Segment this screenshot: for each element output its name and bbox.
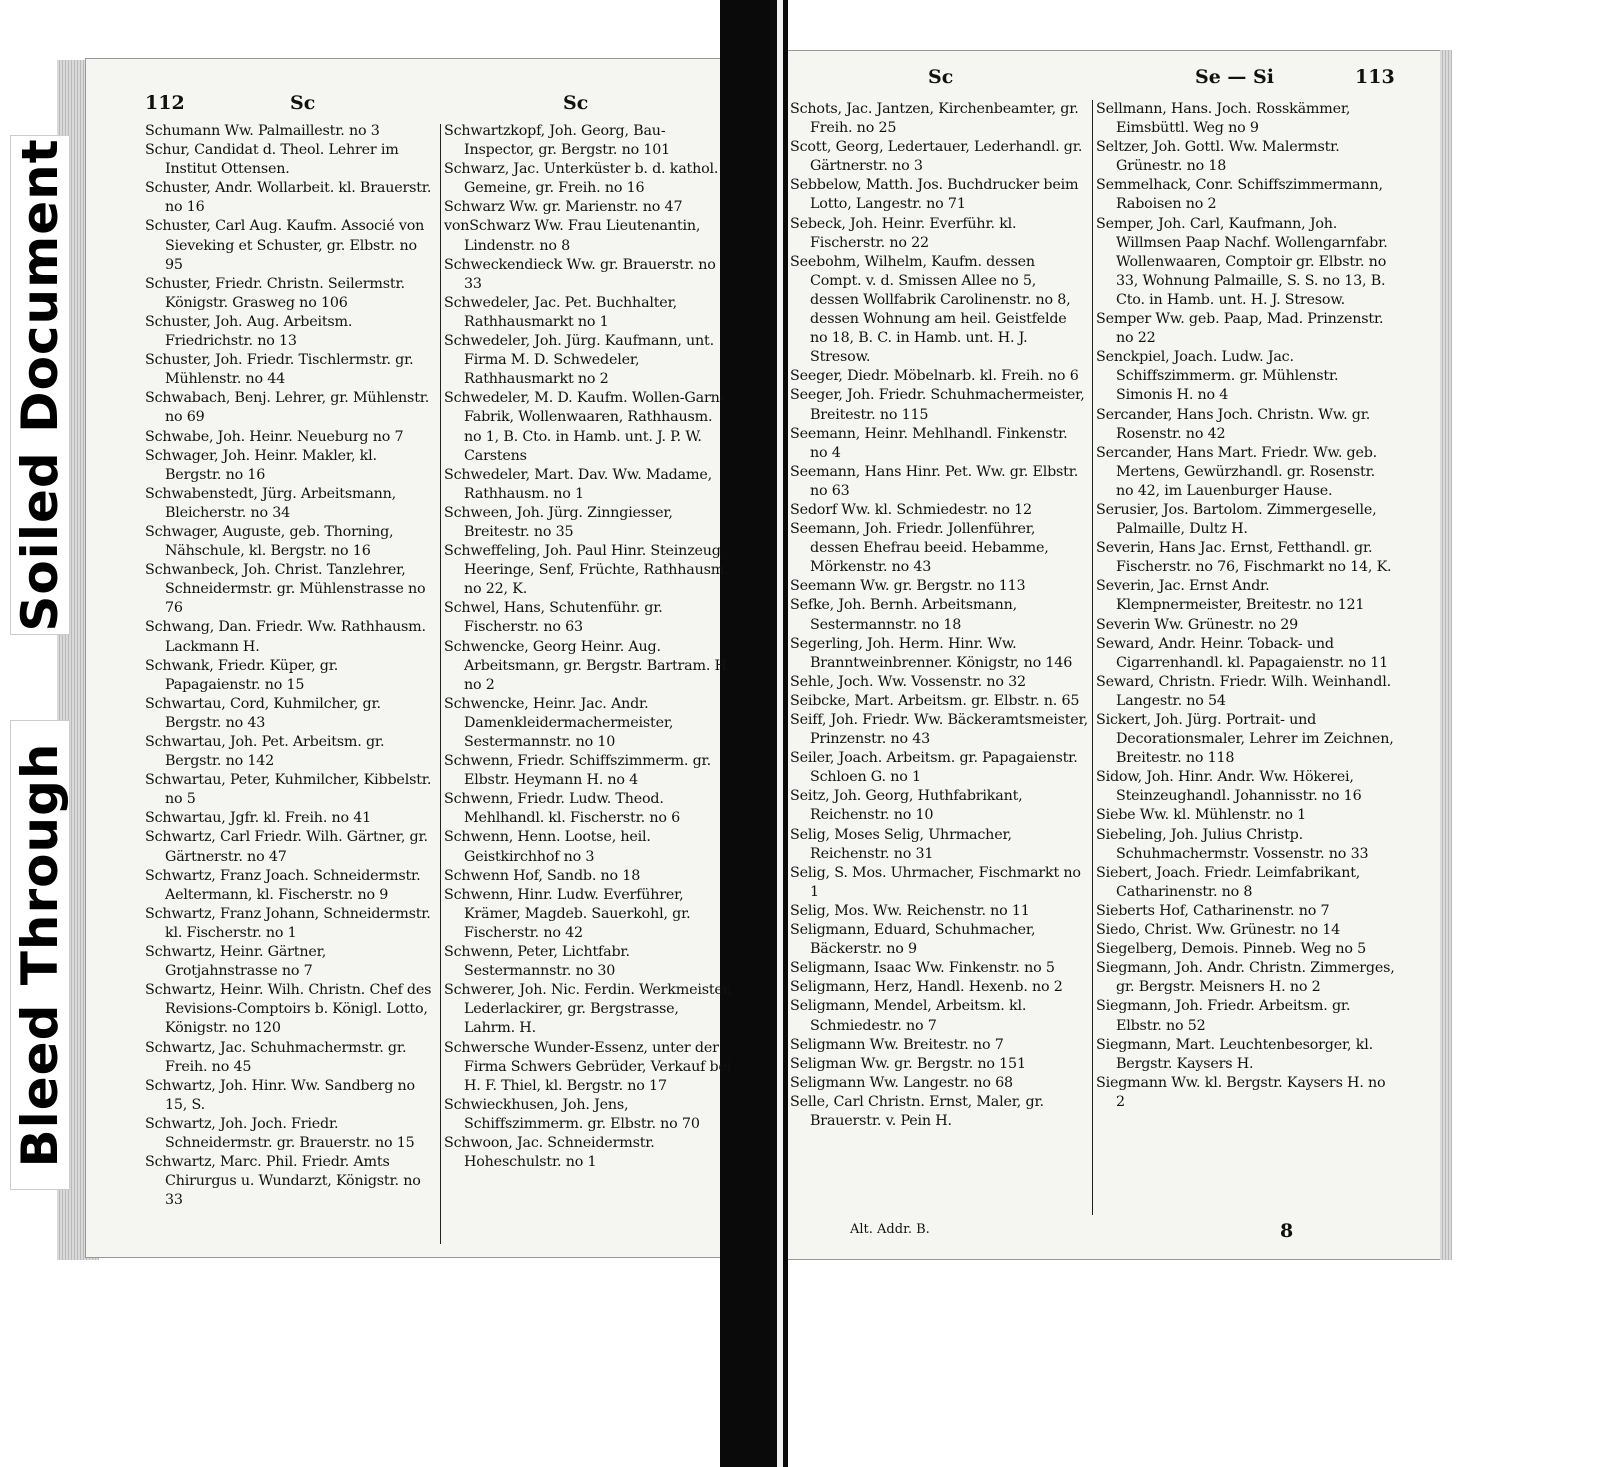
left-page-header-1: Sc xyxy=(290,92,316,114)
directory-entry: Schwedeler, M. D. Kaufm. Wollen-Garn-Fabrik, Wollenwaaren, Rathhausm. no 1, B. Cto. in Hamb. unt. J. P. W. Carstens xyxy=(444,390,725,464)
directory-entry: Schwartz, Franz Joach. Schneidermstr. Aeltermann, kl. Fischerstr. no 9 xyxy=(145,867,421,903)
directory-entry: Seligmann Ww. Langestr. no 68 xyxy=(790,1074,1013,1091)
directory-entry: Seward, Andr. Heinr. Toback- und Cigarrenhandl. kl. Papagaienstr. no 11 xyxy=(1096,635,1389,671)
soiled-document-label: Soiled Document xyxy=(11,138,69,632)
directory-entry: Sellmann, Hans. Joch. Rosskämmer, Eimsbüttl. Weg no 9 xyxy=(1096,101,1351,137)
directory-entry: Schwartau, Joh. Pet. Arbeitsm. gr. Bergstr. no 142 xyxy=(145,734,385,770)
directory-entry: Semper Ww. geb. Paap, Mad. Prinzenstr. no 22 xyxy=(1096,311,1384,347)
directory-entry: Seemann, Joh. Friedr. Jollenführer, dessen Ehefrau beeid. Hebamme, Mörkenstr. no 43 xyxy=(790,521,1049,576)
directory-entry: Schwartau, Cord, Kuhmilcher, gr. Bergstr. no 43 xyxy=(145,695,381,731)
directory-entry: Schweffeling, Joh. Paul Hinr. Steinzeug, Heeringe, Senf, Früchte, Rathhausm. no 22, K. xyxy=(444,543,729,598)
directory-entry: Schwabach, Benj. Lehrer, gr. Mühlenstr. no 69 xyxy=(145,390,430,426)
directory-entry: Seebohm, Wilhelm, Kaufm. dessen Compt. v. d. Smissen Allee no 5, dessen Wollfabrik Carolinenstr. no 8, dessen Wohnung am heil. Geistfelde no 18, B. C. in Hamb. unt. H. J. Stresow. xyxy=(790,253,1071,366)
left-page-column-1 xyxy=(145,122,435,1210)
directory-entry: Sieberts Hof, Catharinenstr. no 7 xyxy=(1096,902,1330,919)
directory-entry: Schwartz, Joh. Hinr. Ww. Sandberg no 15, S. xyxy=(145,1077,415,1113)
directory-entry: Seligmann, Eduard, Schuhmacher, Bäckerstr. no 9 xyxy=(790,922,1036,958)
directory-entry: vonSchwarz Ww. Frau Lieutenantin, Lindenstr. no 8 xyxy=(444,218,701,254)
directory-entry: Seemann, Hans Hinr. Pet. Ww. gr. Elbstr. no 63 xyxy=(790,463,1079,499)
directory-entry: Schuster, Joh. Friedr. Tischlermstr. gr. Mühlenstr. no 44 xyxy=(145,352,414,388)
directory-entry: Severin, Hans Jac. Ernst, Fetthandl. gr. Fischerstr. no 76, Fischmarkt no 14, K. xyxy=(1096,540,1392,576)
right-page-number: 113 xyxy=(1355,66,1395,88)
directory-entry: Schwager, Auguste, geb. Thorning, Nähschule, kl. Bergstr. no 16 xyxy=(145,523,394,560)
directory-entry: Sebeck, Joh. Heinr. Everführ. kl. Fischerstr. no 22 xyxy=(790,215,1017,251)
directory-entry: Seligmann, Herz, Handl. Hexenb. no 2 xyxy=(790,979,1063,996)
directory-entry: Schwarz, Jac. Unterküster b. d. kathol. Gemeine, gr. Freih. no 16 xyxy=(444,161,719,197)
directory-entry: Segerling, Joh. Herm. Hinr. Ww. Branntweinbrenner. Königstr, no 146 xyxy=(790,635,1073,671)
directory-entry: Schwartz, Joh. Joch. Friedr. Schneidermstr. gr. Brauerstr. no 15 xyxy=(145,1115,415,1151)
directory-entry: Seligman Ww. gr. Bergstr. no 151 xyxy=(790,1055,1026,1072)
directory-entry: Schwoon, Jac. Schneidermstr. Hoheschulstr. no 1 xyxy=(444,1134,655,1171)
directory-entry: Seemann Ww. gr. Bergstr. no 113 xyxy=(790,578,1026,595)
directory-entry: Schwabe, Joh. Heinr. Neueburg no 7 xyxy=(145,428,404,445)
directory-entry: Schwartz, Franz Johann, Schneidermstr. kl. Fischerstr. no 1 xyxy=(145,905,431,941)
directory-entry: Schwedeler, Mart. Dav. Ww. Madame, Rathhausm. no 1 xyxy=(444,466,712,502)
directory-entry: Schwank, Friedr. Küper, gr. Papagaienstr. no 15 xyxy=(145,657,339,693)
directory-entry: Siebe Ww. kl. Mühlenstr. no 1 xyxy=(1096,807,1307,824)
directory-entry: Sercander, Hans Mart. Friedr. Ww. geb. Mertens, Gewürzhandl. gr. Rosenstr. no 42, im Lauenburger Hause. xyxy=(1096,444,1378,499)
left-page-column-2 xyxy=(444,122,734,1172)
directory-entry: Schwencke, Heinr. Jac. Andr. Damenkleidermachermeister, Sestermannstr. no 10 xyxy=(444,695,674,750)
directory-entry: Seltzer, Joh. Gottl. Ww. Malermstr. Grünestr. no 18 xyxy=(1096,139,1340,175)
directory-entry: Schwencke, Georg Heinr. Aug. Arbeitsmann, gr. Bergstr. Bartram. H. no 2 xyxy=(444,638,732,693)
directory-entry: Schwenn, Friedr. Schiffszimmerm. gr. Elbstr. Heymann H. no 4 xyxy=(444,753,711,789)
directory-entry: Schwenn, Henn. Lootse, heil. Geistkirchhof no 3 xyxy=(444,829,651,865)
directory-entry: Siegelberg, Demois. Pinneb. Weg no 5 xyxy=(1096,941,1367,958)
directory-entry: Schuster, Friedr. Christn. Seilermstr. Königstr. Grasweg no 106 xyxy=(145,275,405,311)
directory-entry: Seiler, Joach. Arbeitsm. gr. Papagaienstr. Schloen G. no 1 xyxy=(790,750,1078,786)
directory-entry: Selig, S. Mos. Uhrmacher, Fischmarkt no 1 xyxy=(790,864,1081,900)
directory-entry: Schwabenstedt, Jürg. Arbeitsmann, Bleicherstr. no 34 xyxy=(145,485,397,521)
directory-entry: Schwanbeck, Joh. Christ. Tanzlehrer, Schneidermstr. gr. Mühlenstrasse no 76 xyxy=(145,562,426,617)
directory-entry: Seward, Christn. Friedr. Wilh. Weinhandl. Langestr. no 54 xyxy=(1096,673,1391,709)
directory-entry: Seitz, Joh. Georg, Huthfabrikant, Reichenstr. no 10 xyxy=(790,788,1023,824)
directory-entry: Schots, Jac. Jantzen, Kirchenbeamter, gr. Freih. no 25 xyxy=(790,101,1079,137)
directory-entry: Semmelhack, Conr. Schiffszimmermann, Raboisen no 2 xyxy=(1096,177,1383,213)
directory-entry: Sefke, Joh. Bernh. Arbeitsmann, Sestermannstr. no 18 xyxy=(790,597,1017,633)
directory-entry: Sickert, Joh. Jürg. Portrait- und Decorationsmaler, Lehrer im Zeichnen, Breitestr. no 118 xyxy=(1096,712,1394,767)
right-page-header-2: Se — Si xyxy=(1195,66,1274,88)
directory-entry: Sedorf Ww. kl. Schmiedestr. no 12 xyxy=(790,501,1032,518)
directory-entry: Schwedeler, Jac. Pet. Buchhalter, Rathhausmarkt no 1 xyxy=(444,294,677,330)
column-rule xyxy=(440,124,441,1244)
directory-entry: Schwartz, Jac. Schuhmachermstr. gr. Freih. no 45 xyxy=(145,1039,407,1075)
directory-entry: Schwarz Ww. gr. Marienstr. no 47 xyxy=(444,199,683,216)
directory-entry: Siegmann, Joh. Friedr. Arbeitsm. gr. Elbstr. no 52 xyxy=(1096,998,1351,1034)
directory-entry: Schwartz, Marc. Phil. Friedr. Amts Chirurgus u. Wundarzt, Königstr. no 33 xyxy=(145,1154,421,1209)
directory-entry: Siebeling, Joh. Julius Christp. Schuhmachermstr. Vossenstr. no 33 xyxy=(1096,826,1369,862)
directory-entry: Schwenn, Friedr. Ludw. Theod. Mehlhandl. kl. Fischerstr. no 6 xyxy=(444,791,680,827)
directory-entry: Schwersche Wunder-Essenz, unter der Firma Schwers Gebrüder, Verkauf bei H. F. Thiel, kl. Bergstr. no 17 xyxy=(444,1039,732,1094)
footer-signature: Alt. Addr. B. xyxy=(850,1222,930,1237)
directory-entry: Schwenn, Hinr. Ludw. Everführer, Krämer, Magdeb. Sauerkohl, gr. Fischerstr. no 42 xyxy=(444,886,691,941)
directory-entry: Severin, Jac. Ernst Andr. Klempnermeister, Breitestr. no 121 xyxy=(1096,578,1365,614)
directory-entry: Schur, Candidat d. Theol. Lehrer im Institut Ottensen. xyxy=(145,142,399,178)
directory-entry: Schwartzkopf, Joh. Georg, Bau-Inspector, gr. Bergstr. no 101 xyxy=(444,123,671,159)
directory-entry: Sehle, Joch. Ww. Vossenstr. no 32 xyxy=(790,673,1026,690)
directory-entry: Severin Ww. Grünestr. no 29 xyxy=(1096,616,1298,633)
bleed-through-label: Bleed Through xyxy=(11,742,69,1168)
directory-entry: Siebert, Joach. Friedr. Leimfabrikant, Catharinenstr. no 8 xyxy=(1096,864,1361,900)
directory-entry: Schwedeler, Joh. Jürg. Kaufmann, unt. Firma M. D. Schwedeler, Rathhausmarkt no 2 xyxy=(444,333,714,388)
directory-entry: Schwang, Dan. Friedr. Ww. Rathhausm. Lackmann H. xyxy=(145,619,426,655)
directory-entry: Schwerer, Joh. Nic. Ferdin. Werkmeister, Lederlackirer, gr. Bergstrasse, Lahrm. H. xyxy=(444,982,733,1037)
directory-entry: Sidow, Joh. Hinr. Andr. Ww. Hökerei, Steinzeughandl. Johannisstr. no 16 xyxy=(1096,769,1362,805)
directory-entry: Schwartz, Heinr. Wilh. Christn. Chef des Revisions-Comptoirs b. Königl. Lotto, Königstr. no 120 xyxy=(145,982,432,1037)
directory-entry: Seeger, Joh. Friedr. Schuhmachermeister, Breitestr. no 115 xyxy=(790,387,1085,423)
left-page-header-2: Sc xyxy=(563,92,589,114)
directory-entry: Schwel, Hans, Schutenführ. gr. Fischerstr. no 63 xyxy=(444,600,663,636)
right-page-edge xyxy=(1440,50,1452,1260)
directory-entry: Schwager, Joh. Heinr. Makler, kl. Bergstr. no 16 xyxy=(145,447,377,483)
directory-entry: Seemann, Heinr. Mehlhandl. Finkenstr. no 4 xyxy=(790,425,1068,461)
bleed-through-stamp xyxy=(10,720,70,1190)
directory-entry: Schuster, Carl Aug. Kaufm. Associé von Sieveking et Schuster, gr. Elbstr. no 95 xyxy=(145,218,425,273)
directory-entry: Schwartz, Carl Friedr. Wilh. Gärtner, gr. Gärtnerstr. no 47 xyxy=(145,829,428,865)
spine-gap xyxy=(777,0,783,1467)
directory-entry: Seeger, Diedr. Möbelnarb. kl. Freih. no 6 xyxy=(790,368,1079,385)
directory-entry: Seligmann, Mendel, Arbeitsm. kl. Schmiedestr. no 7 xyxy=(790,998,1027,1034)
directory-entry: Serusier, Jos. Bartolom. Zimmergeselle, Palmaille, Dultz H. xyxy=(1096,501,1377,538)
directory-entry: Selle, Carl Christn. Ernst, Maler, gr. Brauerstr. v. Pein H. xyxy=(790,1093,1044,1129)
soiled-document-stamp xyxy=(10,135,70,635)
directory-entry: Schuster, Joh. Aug. Arbeitsm. Friedrichstr. no 13 xyxy=(145,313,353,350)
directory-entry: Schwenn Hof, Sandb. no 18 xyxy=(444,867,641,884)
directory-entry: Siedo, Christ. Ww. Grünestr. no 14 xyxy=(1096,922,1341,939)
directory-entry: Senckpiel, Joach. Ludw. Jac. Schiffszimmerm. gr. Mühlenstr. Simonis H. no 4 xyxy=(1096,349,1339,404)
directory-entry: Schwartz, Heinr. Gärtner, Grotjahnstrasse no 7 xyxy=(145,944,327,980)
right-page-column-1 xyxy=(790,100,1088,1131)
right-page-header-1: Sc xyxy=(928,66,954,88)
right-page-column-2 xyxy=(1096,100,1396,1112)
directory-entry: Selig, Moses Selig, Uhrmacher, Reichenstr. no 31 xyxy=(790,826,1012,862)
directory-entry: Schuster, Andr. Wollarbeit. kl. Brauerstr. no 16 xyxy=(145,180,432,216)
directory-entry: Schwartau, Peter, Kuhmilcher, Kibbelstr. no 5 xyxy=(145,772,432,808)
directory-entry: Schumann Ww. Palmaillestr. no 3 xyxy=(145,123,380,139)
directory-entry: Schwartau, Jgfr. kl. Freih. no 41 xyxy=(145,810,372,827)
directory-entry: Schwieckhusen, Joh. Jens, Schiffszimmerm. gr. Elbstr. no 70 xyxy=(444,1096,700,1132)
directory-entry: Selig, Mos. Ww. Reichenstr. no 11 xyxy=(790,902,1030,919)
directory-entry: Semper, Joh. Carl, Kaufmann, Joh. Willmsen Paap Nachf. Wollengarnfabr. Wollenwaaren, Comptoir gr. Elbstr. no 33, Wohnung Palmaille, S. S. no 13, B. Cto. in Hamb. unt. H. J. Stresow. xyxy=(1096,215,1388,308)
directory-entry: Seiff, Joh. Friedr. Ww. Bäckeramtsmeister, Prinzenstr. no 43 xyxy=(790,712,1088,748)
directory-entry: Schweckendieck Ww. gr. Brauerstr. no 33 xyxy=(444,256,716,292)
directory-entry: Sercander, Hans Joch. Christn. Ww. gr. Rosenstr. no 42 xyxy=(1096,406,1371,442)
directory-entry: Siegmann Ww. kl. Bergstr. Kaysers H. no 2 xyxy=(1096,1074,1386,1110)
column-rule xyxy=(1092,100,1093,1215)
left-page-number: 112 xyxy=(145,92,185,114)
directory-entry: Seibcke, Mart. Arbeitsm. gr. Elbstr. n. 65 xyxy=(790,692,1080,709)
directory-entry: Siegmann, Joh. Andr. Christn. Zimmerges, gr. Bergstr. Meisners H. no 2 xyxy=(1096,960,1395,996)
footer-sheet-number: 8 xyxy=(1280,1220,1294,1242)
directory-entry: Seligmann, Isaac Ww. Finkenstr. no 5 xyxy=(790,960,1055,977)
directory-entry: Siegmann, Mart. Leuchtenbesorger, kl. Bergstr. Kaysers H. xyxy=(1096,1036,1373,1072)
directory-entry: Scott, Georg, Ledertauer, Lederhandl. gr. Gärtnerstr. no 3 xyxy=(790,139,1083,175)
directory-entry: Schwenn, Peter, Lichtfabr. Sestermannstr. no 30 xyxy=(444,944,630,980)
directory-entry: Seligmann Ww. Breitestr. no 7 xyxy=(790,1036,1004,1053)
directory-entry: Sebbelow, Matth. Jos. Buchdrucker beim Lotto, Langestr. no 71 xyxy=(790,177,1079,213)
directory-entry: Schween, Joh. Jürg. Zinngiesser, Breitestr. no 35 xyxy=(444,504,673,540)
